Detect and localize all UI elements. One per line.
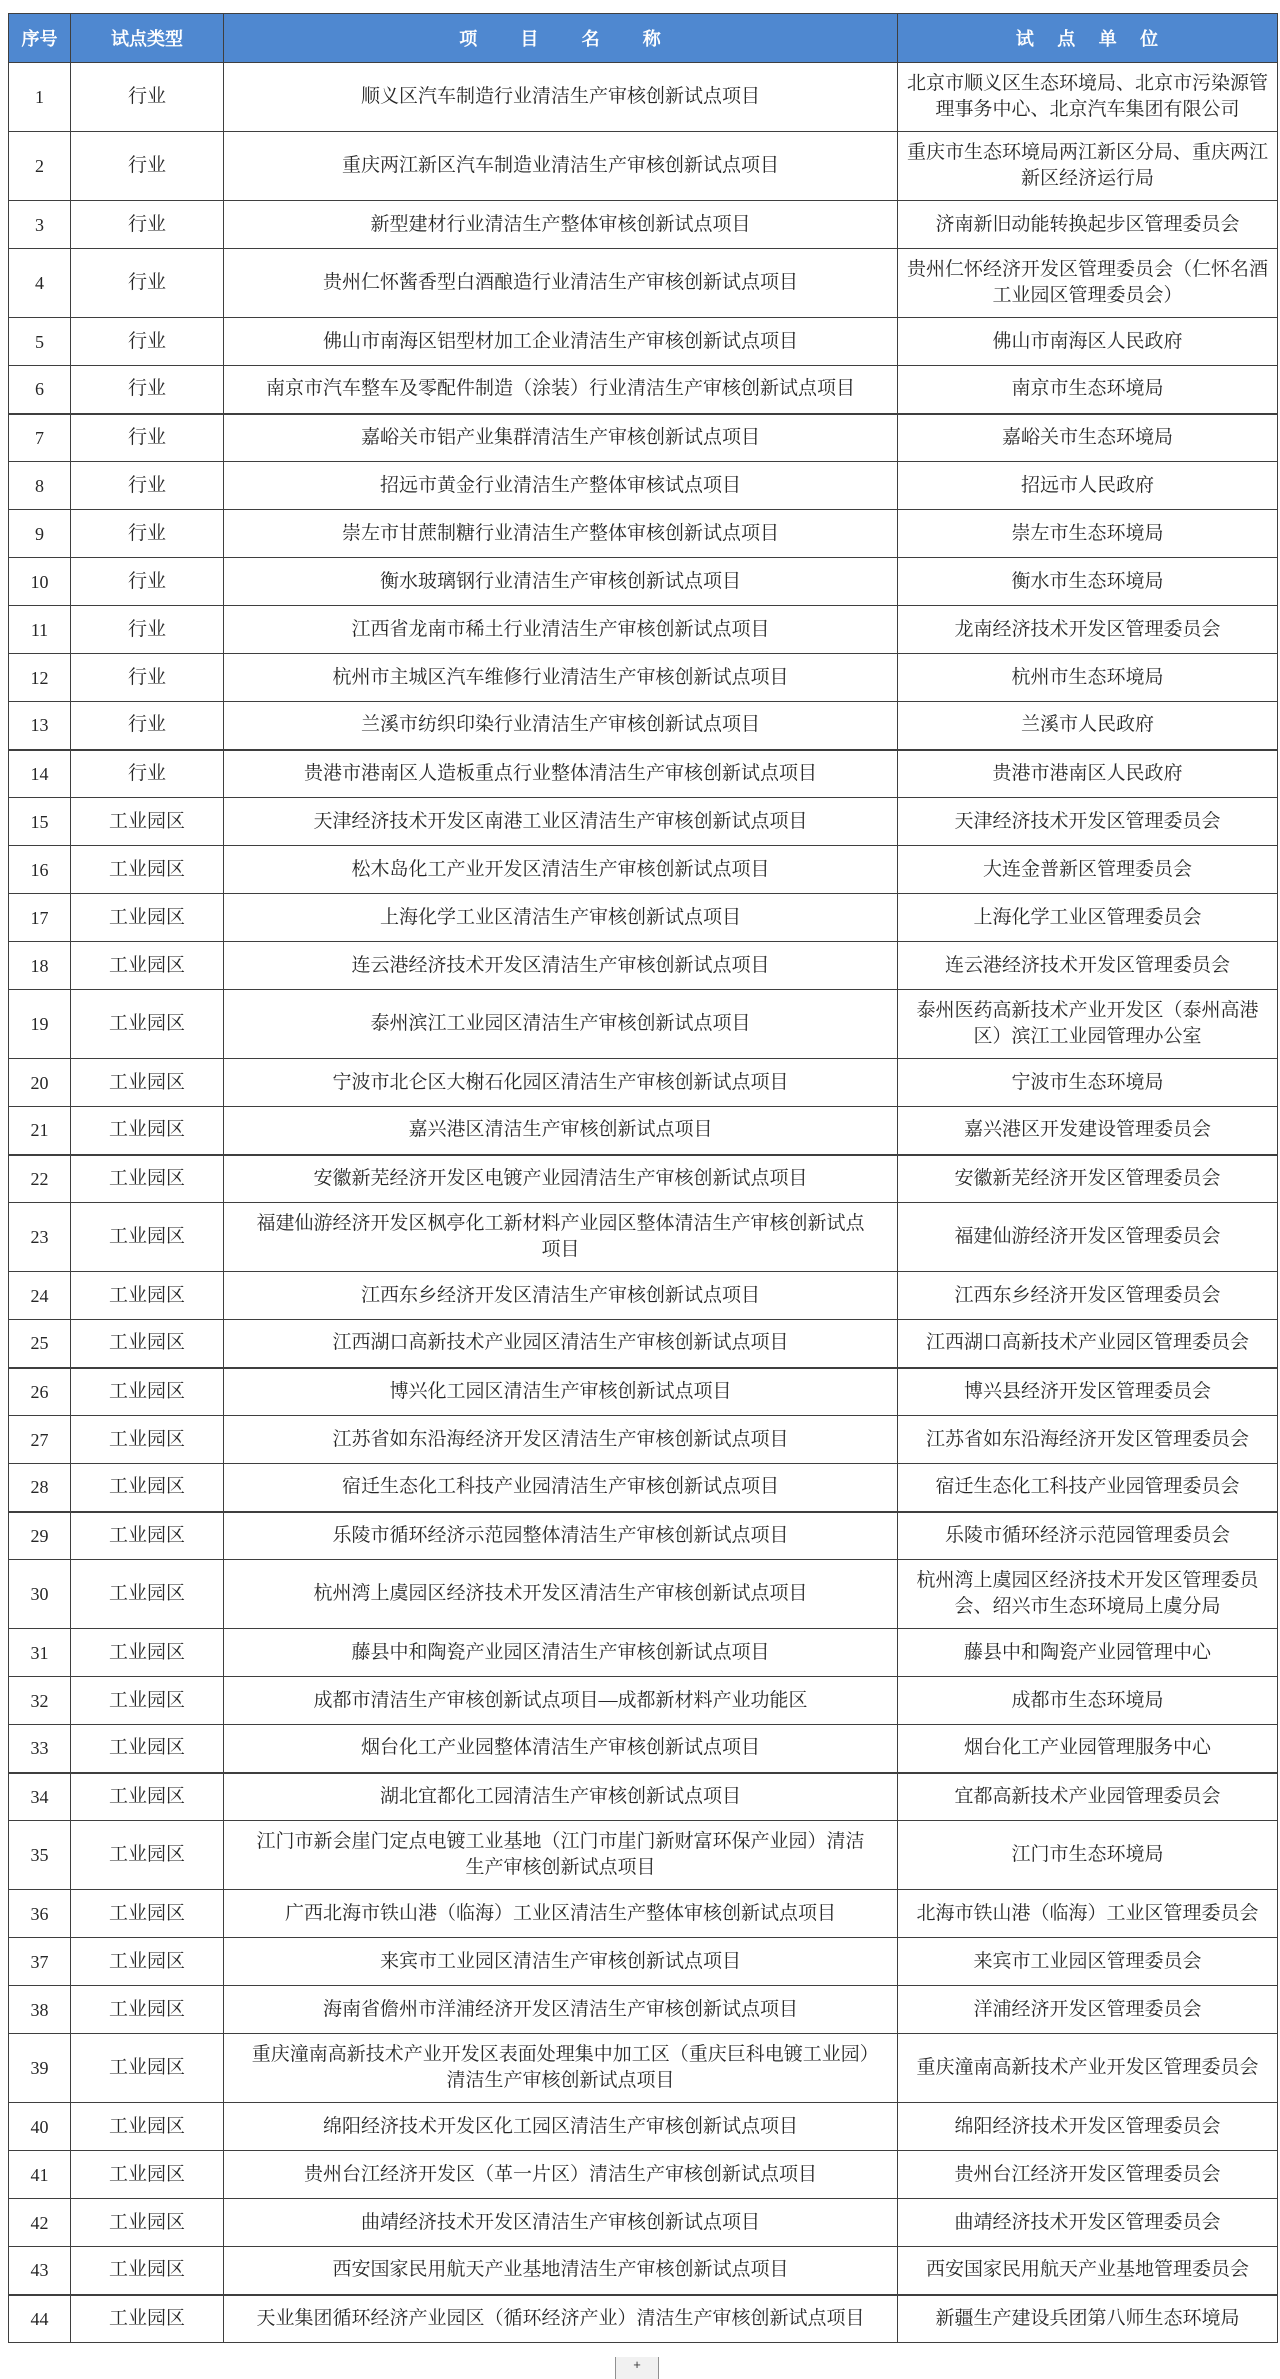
pilot-projects-table (8, 13, 1278, 2343)
cell-project: 重庆两江新区汽车制造业清洁生产审核创新试点项目 (224, 132, 898, 201)
cell-unit: 安徽新芜经济开发区管理委员会 (898, 1155, 1278, 1203)
cell-no: 43 (9, 2247, 71, 2295)
table-row (9, 132, 1278, 201)
cell-type: 工业园区 (71, 798, 224, 846)
cell-project: 乐陵市循环经济示范园整体清洁生产审核创新试点项目 (224, 1512, 898, 1560)
cell-type: 工业园区 (71, 1773, 224, 1821)
cell-unit: 济南新旧动能转换起步区管理委员会 (898, 201, 1278, 249)
cell-type: 工业园区 (71, 2199, 224, 2247)
cell-unit: 江西东乡经济开发区管理委员会 (898, 1272, 1278, 1320)
cell-type: 工业园区 (71, 1416, 224, 1464)
cell-project: 烟台化工产业园整体清洁生产审核创新试点项目 (224, 1725, 898, 1773)
table-row (9, 510, 1278, 558)
cell-project: 宁波市北仑区大榭石化园区清洁生产审核创新试点项目 (224, 1059, 898, 1107)
cell-unit: 福建仙游经济开发区管理委员会 (898, 1203, 1278, 1272)
cell-no: 11 (9, 606, 71, 654)
cell-no: 44 (9, 2295, 71, 2343)
table-row (9, 1203, 1278, 1272)
header-serial-number: 序号 (9, 14, 71, 63)
cell-unit: 大连金普新区管理委员会 (898, 846, 1278, 894)
table-row (9, 318, 1278, 366)
cell-type: 工业园区 (71, 1629, 224, 1677)
cell-type: 行业 (71, 249, 224, 318)
cell-project: 天津经济技术开发区南港工业区清洁生产审核创新试点项目 (224, 798, 898, 846)
table-row (9, 1272, 1278, 1320)
cell-project: 崇左市甘蔗制糖行业清洁生产整体审核创新试点项目 (224, 510, 898, 558)
cell-unit: 嘉峪关市生态环境局 (898, 414, 1278, 462)
cell-no: 3 (9, 201, 71, 249)
cell-unit: 重庆市生态环境局两江新区分局、重庆两江新区经济运行局 (898, 132, 1278, 201)
table-row (9, 201, 1278, 249)
cell-type: 工业园区 (71, 1560, 224, 1629)
table-row (9, 1512, 1278, 1560)
cell-no: 22 (9, 1155, 71, 1203)
table-row (9, 558, 1278, 606)
table-row (9, 1560, 1278, 1629)
cell-no: 41 (9, 2151, 71, 2199)
cell-type: 行业 (71, 201, 224, 249)
cell-project: 来宾市工业园区清洁生产审核创新试点项目 (224, 1938, 898, 1986)
cell-no: 18 (9, 942, 71, 990)
cell-unit: 重庆潼南高新技术产业开发区管理委员会 (898, 2034, 1278, 2103)
table-row (9, 1938, 1278, 1986)
cell-no: 13 (9, 702, 71, 750)
cell-unit: 杭州市生态环境局 (898, 654, 1278, 702)
cell-unit: 乐陵市循环经济示范园管理委员会 (898, 1512, 1278, 1560)
table-row (9, 1773, 1278, 1821)
cell-no: 27 (9, 1416, 71, 1464)
cell-no: 20 (9, 1059, 71, 1107)
cell-unit: 衡水市生态环境局 (898, 558, 1278, 606)
cell-type: 工业园区 (71, 894, 224, 942)
cell-unit: 宿迁生态化工科技产业园管理委员会 (898, 1464, 1278, 1512)
cell-no: 9 (9, 510, 71, 558)
cell-project: 贵州仁怀酱香型白酒酿造行业清洁生产审核创新试点项目 (224, 249, 898, 318)
cell-type: 工业园区 (71, 1464, 224, 1512)
cell-unit: 博兴县经济开发区管理委员会 (898, 1368, 1278, 1416)
cell-unit: 上海化学工业区管理委员会 (898, 894, 1278, 942)
cell-project: 泰州滨江工业园区清洁生产审核创新试点项目 (224, 990, 898, 1059)
cell-no: 4 (9, 249, 71, 318)
cell-project: 新型建材行业清洁生产整体审核创新试点项目 (224, 201, 898, 249)
cell-project: 成都市清洁生产审核创新试点项目—成都新材料产业功能区 (224, 1677, 898, 1725)
cell-project: 嘉峪关市铝产业集群清洁生产审核创新试点项目 (224, 414, 898, 462)
cell-unit: 贵州台江经济开发区管理委员会 (898, 2151, 1278, 2199)
cell-project: 绵阳经济技术开发区化工园区清洁生产审核创新试点项目 (224, 2103, 898, 2151)
table-row (9, 1464, 1278, 1512)
table-row (9, 1416, 1278, 1464)
header-pilot-type: 试点类型 (71, 14, 224, 63)
cell-unit: 兰溪市人民政府 (898, 702, 1278, 750)
cell-project: 广西北海市铁山港（临海）工业区清洁生产整体审核创新试点项目 (224, 1890, 898, 1938)
cell-type: 行业 (71, 414, 224, 462)
zoom-in-button[interactable] (615, 2357, 659, 2379)
table-row (9, 606, 1278, 654)
cell-unit: 天津经济技术开发区管理委员会 (898, 798, 1278, 846)
cell-type: 工业园区 (71, 1512, 224, 1560)
cell-type: 工业园区 (71, 1059, 224, 1107)
cell-unit: 烟台化工产业园管理服务中心 (898, 1725, 1278, 1773)
cell-type: 行业 (71, 702, 224, 750)
cell-unit: 宁波市生态环境局 (898, 1059, 1278, 1107)
cell-project: 湖北宜都化工园清洁生产审核创新试点项目 (224, 1773, 898, 1821)
table-row (9, 414, 1278, 462)
cell-project: 杭州湾上虞园区经济技术开发区清洁生产审核创新试点项目 (224, 1560, 898, 1629)
cell-project: 福建仙游经济开发区枫亭化工新材料产业园区整体清洁生产审核创新试点项目 (224, 1203, 898, 1272)
cell-project: 连云港经济技术开发区清洁生产审核创新试点项目 (224, 942, 898, 990)
table-row (9, 1368, 1278, 1416)
cell-type: 工业园区 (71, 2034, 224, 2103)
cell-unit: 北海市铁山港（临海）工业区管理委员会 (898, 1890, 1278, 1938)
cell-no: 33 (9, 1725, 71, 1773)
cell-unit: 嘉兴港区开发建设管理委员会 (898, 1107, 1278, 1155)
cell-type: 工业园区 (71, 2247, 224, 2295)
cell-no: 17 (9, 894, 71, 942)
cell-no: 32 (9, 1677, 71, 1725)
cell-type: 行业 (71, 63, 224, 132)
cell-project: 博兴化工园区清洁生产审核创新试点项目 (224, 1368, 898, 1416)
cell-type: 工业园区 (71, 1320, 224, 1368)
header-row (9, 14, 1278, 63)
cell-project: 贵州台江经济开发区（革一片区）清洁生产审核创新试点项目 (224, 2151, 898, 2199)
cell-project: 西安国家民用航天产业基地清洁生产审核创新试点项目 (224, 2247, 898, 2295)
cell-project: 曲靖经济技术开发区清洁生产审核创新试点项目 (224, 2199, 898, 2247)
cell-no: 5 (9, 318, 71, 366)
table-row (9, 1986, 1278, 2034)
table-row (9, 894, 1278, 942)
cell-project: 宿迁生态化工科技产业园清洁生产审核创新试点项目 (224, 1464, 898, 1512)
cell-no: 24 (9, 1272, 71, 1320)
cell-no: 38 (9, 1986, 71, 2034)
table-body (9, 63, 1278, 2343)
cell-type: 工业园区 (71, 1821, 224, 1890)
cell-project: 安徽新芜经济开发区电镀产业园清洁生产审核创新试点项目 (224, 1155, 898, 1203)
cell-type: 工业园区 (71, 1938, 224, 1986)
table-row (9, 1155, 1278, 1203)
cell-unit: 新疆生产建设兵团第八师生态环境局 (898, 2295, 1278, 2343)
cell-type: 工业园区 (71, 1107, 224, 1155)
cell-no: 23 (9, 1203, 71, 1272)
table-row (9, 2295, 1278, 2343)
cell-project: 重庆潼南高新技术产业开发区表面处理集中加工区（重庆巨科电镀工业园）清洁生产审核创新试点项目 (224, 2034, 898, 2103)
table-row (9, 2103, 1278, 2151)
cell-type: 工业园区 (71, 942, 224, 990)
cell-project: 佛山市南海区铝型材加工企业清洁生产审核创新试点项目 (224, 318, 898, 366)
cell-type: 行业 (71, 510, 224, 558)
cell-no: 7 (9, 414, 71, 462)
cell-type: 行业 (71, 750, 224, 798)
cell-project: 顺义区汽车制造行业清洁生产审核创新试点项目 (224, 63, 898, 132)
cell-unit: 成都市生态环境局 (898, 1677, 1278, 1725)
cell-type: 行业 (71, 558, 224, 606)
cell-project: 松木岛化工产业开发区清洁生产审核创新试点项目 (224, 846, 898, 894)
cell-unit: 招远市人民政府 (898, 462, 1278, 510)
table-row (9, 942, 1278, 990)
cell-no: 36 (9, 1890, 71, 1938)
cell-no: 28 (9, 1464, 71, 1512)
cell-unit: 杭州湾上虞园区经济技术开发区管理委员会、绍兴市生态环境局上虞分局 (898, 1560, 1278, 1629)
cell-no: 39 (9, 2034, 71, 2103)
cell-no: 25 (9, 1320, 71, 1368)
table-row (9, 462, 1278, 510)
cell-project: 江苏省如东沿海经济开发区清洁生产审核创新试点项目 (224, 1416, 898, 1464)
table-row (9, 2247, 1278, 2295)
table-row (9, 654, 1278, 702)
cell-type: 工业园区 (71, 1272, 224, 1320)
cell-type: 工业园区 (71, 2295, 224, 2343)
table-row (9, 1677, 1278, 1725)
cell-no: 10 (9, 558, 71, 606)
table-row (9, 798, 1278, 846)
table-row (9, 2034, 1278, 2103)
table-row (9, 1890, 1278, 1938)
cell-unit: 佛山市南海区人民政府 (898, 318, 1278, 366)
table-row (9, 1821, 1278, 1890)
cell-no: 40 (9, 2103, 71, 2151)
cell-project: 天业集团循环经济产业园区（循环经济产业）清洁生产审核创新试点项目 (224, 2295, 898, 2343)
cell-no: 15 (9, 798, 71, 846)
cell-type: 行业 (71, 318, 224, 366)
document-page (0, 13, 1280, 2372)
cell-no: 14 (9, 750, 71, 798)
table-row (9, 702, 1278, 750)
cell-type: 工业园区 (71, 1203, 224, 1272)
cell-no: 29 (9, 1512, 71, 1560)
cell-type: 行业 (71, 132, 224, 201)
cell-unit: 绵阳经济技术开发区管理委员会 (898, 2103, 1278, 2151)
cell-unit: 来宾市工业园区管理委员会 (898, 1938, 1278, 1986)
cell-unit: 藤县中和陶瓷产业园管理中心 (898, 1629, 1278, 1677)
cell-unit: 崇左市生态环境局 (898, 510, 1278, 558)
table-row (9, 63, 1278, 132)
cell-unit: 江苏省如东沿海经济开发区管理委员会 (898, 1416, 1278, 1464)
table-row (9, 1320, 1278, 1368)
cell-project: 兰溪市纺织印染行业清洁生产审核创新试点项目 (224, 702, 898, 750)
table-row (9, 2151, 1278, 2199)
cell-no: 2 (9, 132, 71, 201)
cell-project: 江门市新会崖门定点电镀工业基地（江门市崖门新财富环保产业园）清洁生产审核创新试点项目 (224, 1821, 898, 1890)
cell-no: 30 (9, 1560, 71, 1629)
cell-type: 工业园区 (71, 846, 224, 894)
cell-no: 12 (9, 654, 71, 702)
cell-no: 19 (9, 990, 71, 1059)
cell-unit: 宜都高新技术产业园管理委员会 (898, 1773, 1278, 1821)
cell-type: 工业园区 (71, 1986, 224, 2034)
table-row (9, 750, 1278, 798)
cell-type: 工业园区 (71, 1368, 224, 1416)
cell-project: 嘉兴港区清洁生产审核创新试点项目 (224, 1107, 898, 1155)
cell-unit: 江西湖口高新技术产业园区管理委员会 (898, 1320, 1278, 1368)
cell-project: 贵港市港南区人造板重点行业整体清洁生产审核创新试点项目 (224, 750, 898, 798)
cell-type: 行业 (71, 462, 224, 510)
cell-no: 34 (9, 1773, 71, 1821)
cell-type: 工业园区 (71, 1890, 224, 1938)
cell-type: 行业 (71, 654, 224, 702)
cell-unit: 泰州医药高新技术产业开发区（泰州高港区）滨江工业园管理办公室 (898, 990, 1278, 1059)
header-pilot-unit: 试点单位 (898, 14, 1278, 63)
cell-no: 1 (9, 63, 71, 132)
table-row (9, 1107, 1278, 1155)
cell-no: 8 (9, 462, 71, 510)
plus-icon: + (633, 2357, 641, 2372)
table-row (9, 846, 1278, 894)
cell-unit: 西安国家民用航天产业基地管理委员会 (898, 2247, 1278, 2295)
cell-unit: 江门市生态环境局 (898, 1821, 1278, 1890)
cell-project: 招远市黄金行业清洁生产整体审核试点项目 (224, 462, 898, 510)
cell-type: 行业 (71, 606, 224, 654)
cell-unit: 北京市顺义区生态环境局、北京市污染源管理事务中心、北京汽车集团有限公司 (898, 63, 1278, 132)
cell-no: 37 (9, 1938, 71, 1986)
cell-no: 21 (9, 1107, 71, 1155)
cell-unit: 连云港经济技术开发区管理委员会 (898, 942, 1278, 990)
cell-type: 工业园区 (71, 1677, 224, 1725)
cell-project: 江西省龙南市稀土行业清洁生产审核创新试点项目 (224, 606, 898, 654)
cell-type: 工业园区 (71, 990, 224, 1059)
cell-project: 杭州市主城区汽车维修行业清洁生产审核创新试点项目 (224, 654, 898, 702)
table-row (9, 366, 1278, 414)
cell-unit: 贵港市港南区人民政府 (898, 750, 1278, 798)
table-row (9, 2199, 1278, 2247)
cell-type: 工业园区 (71, 1725, 224, 1773)
table-row (9, 1629, 1278, 1677)
cell-no: 35 (9, 1821, 71, 1890)
cell-project: 海南省儋州市洋浦经济开发区清洁生产审核创新试点项目 (224, 1986, 898, 2034)
cell-project: 南京市汽车整车及零配件制造（涂装）行业清洁生产审核创新试点项目 (224, 366, 898, 414)
cell-no: 26 (9, 1368, 71, 1416)
table-header (9, 14, 1278, 63)
cell-no: 31 (9, 1629, 71, 1677)
cell-unit: 贵州仁怀经济开发区管理委员会（仁怀名酒工业园区管理委员会） (898, 249, 1278, 318)
cell-no: 42 (9, 2199, 71, 2247)
cell-unit: 龙南经济技术开发区管理委员会 (898, 606, 1278, 654)
cell-project: 江西湖口高新技术产业园区清洁生产审核创新试点项目 (224, 1320, 898, 1368)
table-row (9, 249, 1278, 318)
cell-project: 藤县中和陶瓷产业园区清洁生产审核创新试点项目 (224, 1629, 898, 1677)
table-row (9, 990, 1278, 1059)
cell-no: 6 (9, 366, 71, 414)
cell-type: 工业园区 (71, 2151, 224, 2199)
cell-unit: 南京市生态环境局 (898, 366, 1278, 414)
header-project-name: 项目名称 (224, 14, 898, 63)
cell-project: 衡水玻璃钢行业清洁生产审核创新试点项目 (224, 558, 898, 606)
cell-unit: 洋浦经济开发区管理委员会 (898, 1986, 1278, 2034)
cell-type: 工业园区 (71, 2103, 224, 2151)
cell-project: 上海化学工业区清洁生产审核创新试点项目 (224, 894, 898, 942)
cell-project: 江西东乡经济开发区清洁生产审核创新试点项目 (224, 1272, 898, 1320)
cell-type: 行业 (71, 366, 224, 414)
cell-type: 工业园区 (71, 1155, 224, 1203)
table-row (9, 1059, 1278, 1107)
cell-unit: 曲靖经济技术开发区管理委员会 (898, 2199, 1278, 2247)
table-row (9, 1725, 1278, 1773)
cell-no: 16 (9, 846, 71, 894)
